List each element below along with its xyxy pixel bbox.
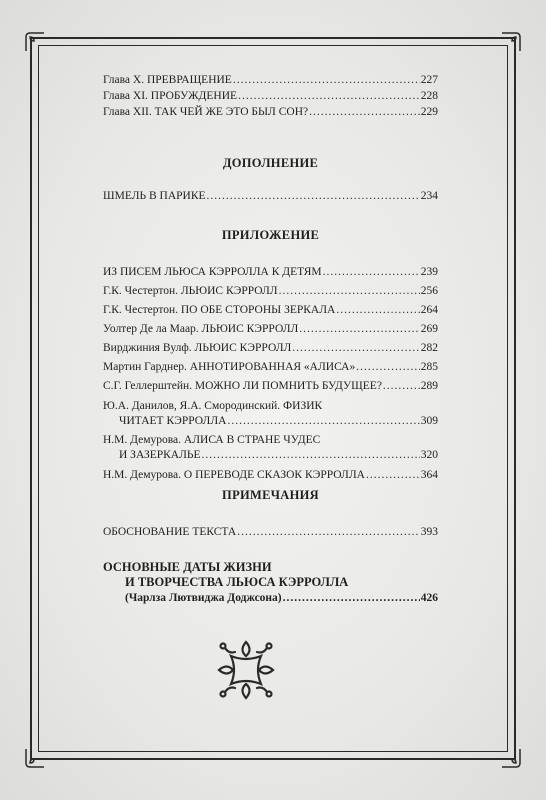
entry-title: Г.К. Честертон. ПО ОБЕ СТОРОНЫ ЗЕРКАЛА [103,304,336,316]
toc-chapters [103,72,438,120]
leader-dots [356,359,420,375]
leader-dots [237,524,420,540]
entry-title: ОБОСНОВАНИЕ ТЕКСТА [103,526,237,538]
page-number: 239 [420,266,438,278]
toc-entry[interactable] [103,264,438,283]
page-number: 234 [420,190,438,202]
page-number: 289 [420,380,438,392]
entry-title: Глава XII. ТАК ЧЕЙ ЖЕ ЭТО БЫЛ СОН? [103,106,309,118]
entry-title: ИЗ ПИСЕМ ЛЬЮСА КЭРРОЛЛА К ДЕТЯМ [103,266,322,278]
entry-title: Глава X. ПРЕВРАЩЕНИЕ [103,74,232,86]
corner-flourish-icon [500,31,522,53]
entry-title: Н.М. Демурова. О ПЕРЕВОДЕ СКАЗОК КЭРРОЛЛА [103,469,365,481]
page-number: 264 [420,304,438,316]
leader-dots [279,283,420,299]
appendix-list [103,264,438,483]
leader-dots [299,321,419,337]
corner-flourish-icon [500,747,522,769]
page-number: 285 [420,361,438,373]
section-heading-appendix: ПРИЛОЖЕНИЕ [221,228,320,242]
leader-dots [309,104,420,120]
page-number: 269 [420,323,438,335]
leader-dots [366,467,420,483]
leader-dots [238,88,420,104]
toc-entry-multiline[interactable] [103,399,438,429]
page-number: 393 [420,526,438,538]
leader-dots [383,378,420,394]
entry-title: Г.К. Честертон. ЛЬЮИС КЭРРОЛЛ [103,285,278,297]
toc-entry[interactable] [103,378,438,399]
entry-title: Вирджиния Вулф. ЛЬЮИС КЭРРОЛЛ [103,342,292,354]
toc-entry[interactable] [103,104,438,120]
leader-dots [227,414,419,429]
toc-entry[interactable] [103,72,438,88]
entry-title: Уолтер Де ла Маар. ЛЬЮИС КЭРРОЛЛ [103,323,299,335]
toc-entry[interactable] [103,340,438,359]
entry-title: С.Г. Геллерштейн. МОЖНО ЛИ ПОМНИТЬ БУДУЩЕЕ? [103,380,382,392]
entry-title-line1: Ю.А. Данилов, Я.А. Смородинский. ФИЗИК [103,400,323,412]
toc-entry[interactable] [103,467,438,483]
toc-entry[interactable] [103,302,438,321]
toc-entry-dates[interactable] [103,560,438,606]
leader-dots [202,448,420,463]
entry-title: ШМЕЛЬ В ПАРИКЕ [103,190,206,202]
leader-dots [233,72,420,88]
toc-entry[interactable] [103,524,438,540]
entry-title-line2: И ЗАЗЕРКАЛЬЕ [119,449,201,461]
leader-dots [323,264,420,280]
leader-dots [207,188,420,204]
entry-title: Глава XI. ПРОБУЖДЕНИЕ [103,90,238,102]
section-heading-notes: ПРИМЕЧАНИЯ [222,488,319,502]
leader-dots [283,590,420,606]
toc-entry[interactable] [103,283,438,302]
corner-flourish-icon [24,31,46,53]
page-number: 364 [420,469,438,481]
decorative-flourish-icon [213,636,279,704]
page-number: 228 [420,90,438,102]
entry-title-line1: ОСНОВНЫЕ ДАТЫ ЖИЗНИ [103,560,272,574]
page-number: 282 [420,342,438,354]
leader-dots [336,302,419,318]
corner-flourish-icon [24,747,46,769]
section-heading-supplement: ДОПОЛНЕНИЕ [222,156,319,170]
page-number: 309 [420,415,438,427]
page-number: 229 [420,106,438,118]
toc-entry-multiline[interactable] [103,433,438,463]
page-number: 426 [420,592,438,604]
entry-title: Мартин Гарднер. АННОТИРОВАННАЯ «АЛИСА» [103,361,356,373]
toc-entry[interactable] [103,188,438,204]
page-number: 256 [420,285,438,297]
entry-subtitle: (Чарлза Лютвиджа Доджсона) [125,592,282,604]
entry-title-line1: Н.М. Демурова. АЛИСА В СТРАНЕ ЧУДЕС [103,434,321,446]
entry-title-line2: И ТВОРЧЕСТВА ЛЬЮСА КЭРРОЛЛА [125,575,349,589]
toc-entry[interactable] [103,359,438,378]
entry-title-line2: ЧИТАЕТ КЭРРОЛЛА [119,415,227,427]
leader-dots [292,340,419,356]
page-number: 227 [420,74,438,86]
toc-entry[interactable] [103,88,438,104]
notes-list [103,524,438,540]
supplement-list [103,188,438,204]
toc-entry[interactable] [103,321,438,340]
page-number: 320 [420,449,438,461]
